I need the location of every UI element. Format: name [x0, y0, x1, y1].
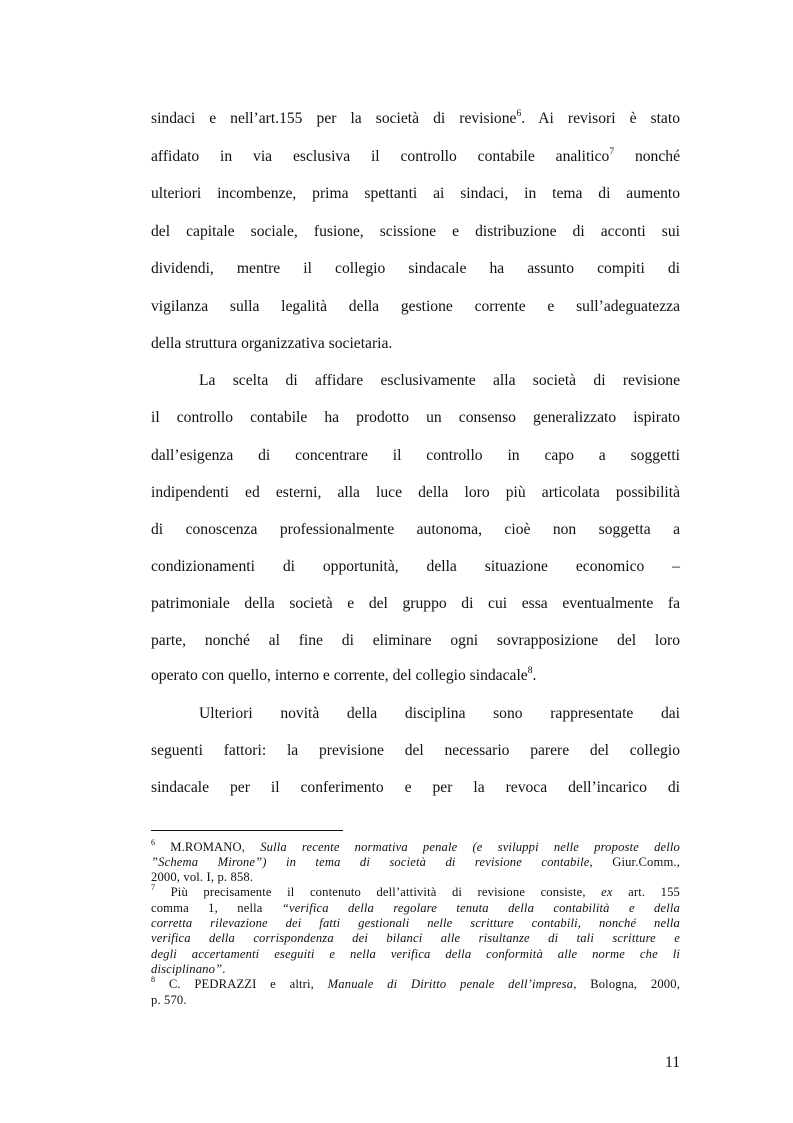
footnote-7-line: corretta rilevazione dei fatti gestionali nelle scritture contabili, nonché nella	[151, 916, 680, 930]
page-number: 11	[664, 1054, 680, 1071]
body-line: dividendi, mentre il collegio sindacale ha assunto compiti di	[151, 260, 680, 277]
body-line: sindacale per il conferimento e per la revoca dell’incarico di	[151, 779, 680, 796]
footnote-6-line: ”Schema Mirone”) in tema di società di revisione contabile, Giur.Comm.,	[151, 855, 680, 869]
body-line: condizionamenti di opportunità, della situazione economico –	[151, 558, 680, 575]
body-line: vigilanza sulla legalità della gestione corrente e sull’adeguatezza	[151, 298, 680, 315]
body-line: La scelta di affidare esclusivamente alla società di revisione	[199, 372, 680, 389]
body-line: operato con quello, interno e corrente, del collegio sindacale$^8$.	[151, 665, 537, 684]
body-line: dall’esigenza di concentrare il controllo in capo a soggetti	[151, 447, 680, 464]
body-line: parte, nonché al fine di eliminare ogni sovrapposizione del loro	[151, 632, 680, 649]
footnote-7-line: verifica della corrispondenza dei bilanci alle risultanze di tali scritture e	[151, 931, 680, 945]
footnote-7-line: degli accertamenti eseguiti e nella verifica della conformità alle norme che li	[151, 947, 680, 961]
body-line: di conoscenza professionalmente autonoma, cioè non soggetta a	[151, 521, 680, 538]
footnote-ref-7[interactable]: 7	[609, 146, 615, 157]
footnote-ref-6[interactable]: 6	[516, 108, 522, 119]
body-line: sindaci e nell’art.155 per la società di revisione$^6$. Ai revisori è stato	[151, 108, 680, 127]
body-line: Ulteriori novità della disciplina sono rappresentate dai	[199, 705, 680, 722]
body-line: patrimoniale della società e del gruppo di cui essa eventualmente fa	[151, 595, 680, 612]
body-line: seguenti fattori: la previsione del necessario parere del collegio	[151, 742, 680, 759]
footnote-7-line: comma 1, nella “verifica della regolare tenuta della contabilità e della	[151, 901, 680, 915]
footnote-8: $^8$ C. PEDRAZZI e altri, Manuale di Diritto penale dell’impresa, Bologna, 2000,	[151, 974, 681, 991]
body-line: indipendenti ed esterni, alla luce della loro più articolata possibilità	[151, 484, 680, 501]
body-line: il controllo contabile ha prodotto un consenso generalizzato ispirato	[151, 409, 680, 426]
footnote-separator	[151, 830, 343, 831]
footnote-7: $^7$ Più precisamente il contenuto dell’attività di revisione consiste, ex art. 155	[151, 882, 680, 899]
body-line: ulteriori incombenze, prima spettanti ai sindaci, in tema di aumento	[151, 185, 680, 202]
body-line: affidato in via esclusiva il controllo contabile analitico$^7$ nonché	[151, 146, 680, 165]
body-line: del capitale sociale, fusione, scissione e distribuzione di acconti sui	[151, 223, 680, 240]
footnote-7-line: disciplinano”.	[151, 962, 226, 976]
footnote-6-line: 2000, vol. I, p. 858.	[151, 870, 254, 884]
footnote-6: $^6$ M.ROMANO, Sulla recente normativa penale (e sviluppi nelle proposte dello	[151, 837, 680, 854]
footnote-ref-8[interactable]: 8	[527, 665, 533, 676]
footnote-8-line: p. 570.	[151, 993, 187, 1007]
body-line: della struttura organizzativa societaria.	[151, 335, 393, 352]
